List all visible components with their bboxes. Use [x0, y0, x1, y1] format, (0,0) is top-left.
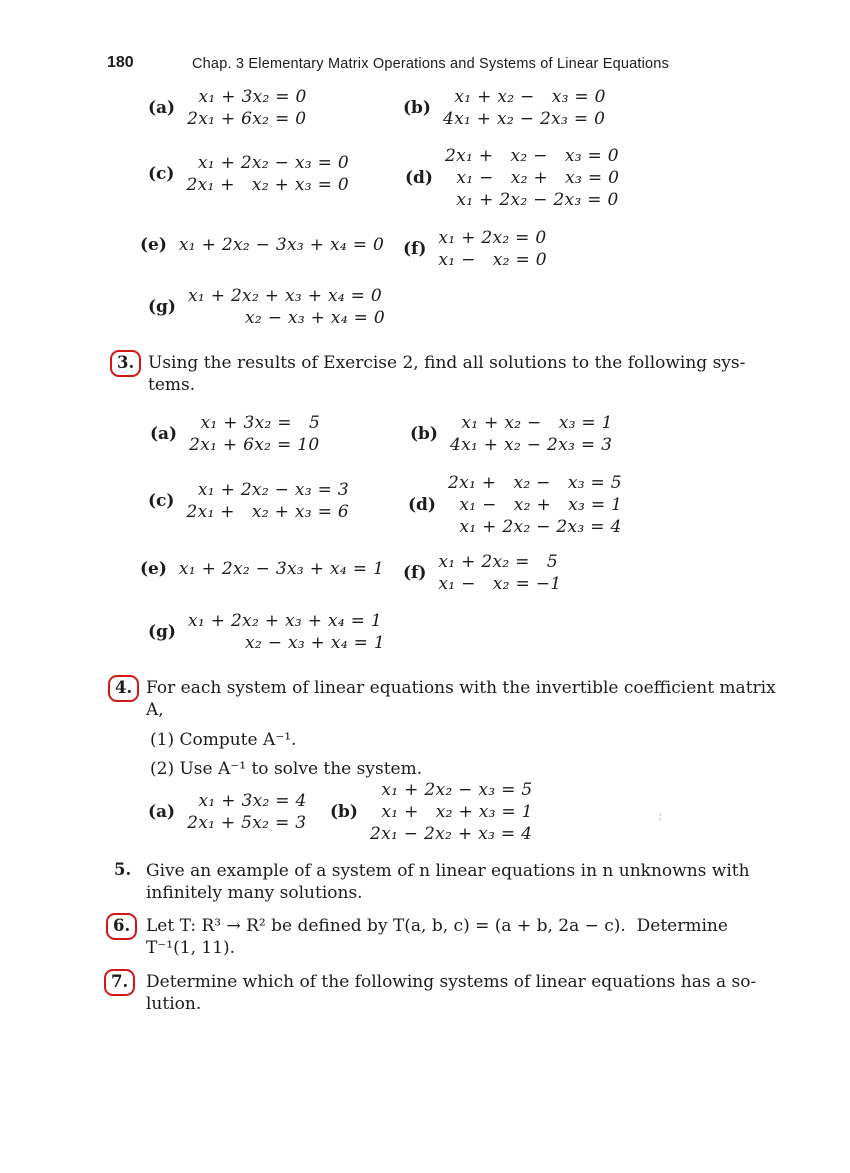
system-4a — [148, 790, 307, 834]
equation-line: x₁ + 2x₂ − 2x₃ = 4 — [447, 517, 622, 537]
system-label: (b) — [330, 802, 358, 822]
exercise-text-line: lution. — [146, 994, 202, 1014]
equation-line: x₁ + 3x₂ = 0 — [187, 87, 307, 107]
equation-line: x₂ − x₃ + x₄ = 1 — [187, 633, 386, 653]
exercise-5-number: 5. — [114, 860, 132, 879]
system-4b — [330, 779, 533, 845]
equation-line: 2x₁ + 5x₂ = 3 — [187, 813, 307, 833]
system-2c — [148, 152, 349, 196]
system-equations — [186, 479, 349, 523]
equation-line: 2x₁ + 6x₂ = 10 — [189, 435, 320, 455]
equation-line: x₁ − x₂ + x₃ = 0 — [444, 168, 620, 188]
equation-line: x₁ + 2x₂ = 0 — [438, 228, 547, 248]
system-2b — [403, 86, 606, 130]
exercise-4-text — [146, 677, 776, 721]
system-equations — [448, 472, 622, 538]
system-3a — [150, 412, 320, 456]
equation-line: 2x₁ + x₂ − x₃ = 0 — [444, 146, 619, 166]
system-equations — [188, 610, 385, 654]
system-3f — [403, 551, 561, 595]
step-line: (1) Compute A⁻¹. — [150, 730, 297, 750]
equation-line: x₂ − x₃ + x₄ = 0 — [187, 308, 386, 328]
exercise-7-text — [146, 971, 756, 1015]
exercise-6-text — [146, 915, 728, 959]
system-equations — [189, 412, 320, 456]
system-equations — [450, 412, 613, 456]
system-label: (e) — [140, 235, 167, 255]
system-label: (c) — [148, 491, 175, 511]
exercise-text-line: Let T: R³ → R² be defined by T(a, b, c) = (a + b, 2a − c). Determine — [146, 916, 728, 936]
system-3d — [408, 472, 622, 538]
equation-line: x₁ + 2x₂ = 5 — [438, 552, 558, 572]
system-3g — [148, 610, 385, 654]
system-label: (e) — [140, 559, 167, 579]
system-equations — [187, 86, 307, 130]
equation-line: 2x₁ + x₂ + x₃ = 0 — [186, 175, 349, 195]
equation-line: 2x₁ + 6x₂ = 0 — [187, 109, 307, 129]
exercise-text-line: For each system of linear equations with the invertible coefficient matrix — [146, 678, 776, 698]
exercise-6-number-red-circled: 6. — [106, 913, 137, 940]
equation-line: x₁ + 3x₂ = 4 — [187, 791, 307, 811]
system-equations — [438, 227, 546, 271]
exercise-5-text — [146, 860, 750, 904]
exercise-4-steps — [150, 726, 422, 784]
equation-line: x₁ + 2x₂ − x₃ = 0 — [186, 153, 349, 173]
equation-line: x₁ + 2x₂ − 2x₃ = 0 — [444, 190, 619, 210]
equation-line: x₁ − x₂ = 0 — [438, 250, 547, 270]
system-label: (d) — [408, 495, 436, 515]
system-label: (a) — [148, 802, 176, 822]
exercise-3-text — [148, 352, 745, 396]
equation-line: 4x₁ + x₂ − 2x₃ = 3 — [449, 435, 613, 455]
system-3b — [410, 412, 613, 456]
equation-line: x₁ + 2x₂ − x₃ = 5 — [369, 780, 533, 800]
exercise-text-line: Determine which of the following systems of linear equations has a so- — [146, 972, 757, 992]
system-label: (d) — [405, 168, 433, 188]
system-equations — [179, 234, 384, 256]
system-label: (c) — [148, 164, 175, 184]
step-line: (2) Use A⁻¹ to solve the system. — [150, 759, 423, 779]
system-label: (f) — [403, 239, 427, 259]
system-3c — [148, 479, 349, 523]
system-3e — [140, 558, 384, 580]
exercise-text-line: A, — [146, 700, 164, 720]
exercise-text-line: T⁻¹(1, 11). — [146, 938, 236, 958]
scan-artifact-mark: : — [658, 808, 663, 824]
system-label: (b) — [403, 98, 431, 118]
equation-line: 2x₁ − 2x₂ + x₃ = 4 — [369, 824, 533, 844]
equation-line: x₁ + x₂ − x₃ = 1 — [449, 413, 613, 433]
system-2g — [148, 285, 385, 329]
system-equations — [443, 86, 606, 130]
equation-line: x₁ + 3x₂ = 5 — [189, 413, 321, 433]
system-equations — [370, 779, 533, 845]
equation-line: x₁ + 2x₂ + x₃ + x₄ = 1 — [187, 611, 383, 631]
exercise-text-line: infinitely many solutions. — [146, 883, 363, 903]
equation-line: x₁ + 2x₂ − 3x₃ + x₄ = 1 — [178, 559, 385, 579]
system-equations — [445, 145, 619, 211]
system-label: (b) — [410, 424, 438, 444]
equation-line: x₁ + x₂ − x₃ = 0 — [442, 87, 606, 107]
system-label: (f) — [403, 563, 427, 583]
system-equations — [186, 152, 349, 196]
equation-line: x₁ − x₂ = −1 — [438, 574, 562, 594]
system-label: (g) — [148, 297, 176, 317]
system-equations — [188, 285, 385, 329]
exercise-text-line: Give an example of a system of n linear equations in n unknowns with — [146, 861, 750, 881]
equation-line: x₁ + 2x₂ + x₃ + x₄ = 0 — [187, 286, 383, 306]
equation-line: 4x₁ + x₂ − 2x₃ = 0 — [442, 109, 606, 129]
system-2d — [405, 145, 619, 211]
system-2a — [148, 86, 307, 130]
equation-line: x₁ − x₂ + x₃ = 1 — [447, 495, 623, 515]
system-2e — [140, 234, 384, 256]
page-number: 180 — [107, 54, 134, 71]
equation-line: x₁ + 2x₂ − x₃ = 3 — [186, 480, 349, 500]
system-equations — [187, 790, 307, 834]
system-label: (a) — [150, 424, 178, 444]
equation-line: x₁ + x₂ + x₃ = 1 — [369, 802, 533, 822]
equation-line: 2x₁ + x₂ + x₃ = 6 — [186, 502, 349, 522]
system-2f — [403, 227, 547, 271]
exercise-text-line: Using the results of Exercise 2, find all solutions to the following sys- — [148, 353, 746, 373]
exercise-4-number-red-circled: 4. — [108, 675, 139, 702]
system-label: (a) — [148, 98, 176, 118]
equation-line: 2x₁ + x₂ − x₃ = 5 — [447, 473, 622, 493]
system-equations — [179, 558, 384, 580]
exercise-7-number-red-circled: 7. — [104, 969, 135, 996]
exercise-text-line: tems. — [148, 375, 196, 395]
system-label: (g) — [148, 622, 176, 642]
equation-line: x₁ + 2x₂ − 3x₃ + x₄ = 0 — [178, 235, 385, 255]
system-equations — [438, 551, 561, 595]
exercise-3-number-red-circled: 3. — [110, 350, 141, 377]
running-header: Chap. 3 Elementary Matrix Operations and Systems of Linear Equations — [192, 56, 670, 72]
